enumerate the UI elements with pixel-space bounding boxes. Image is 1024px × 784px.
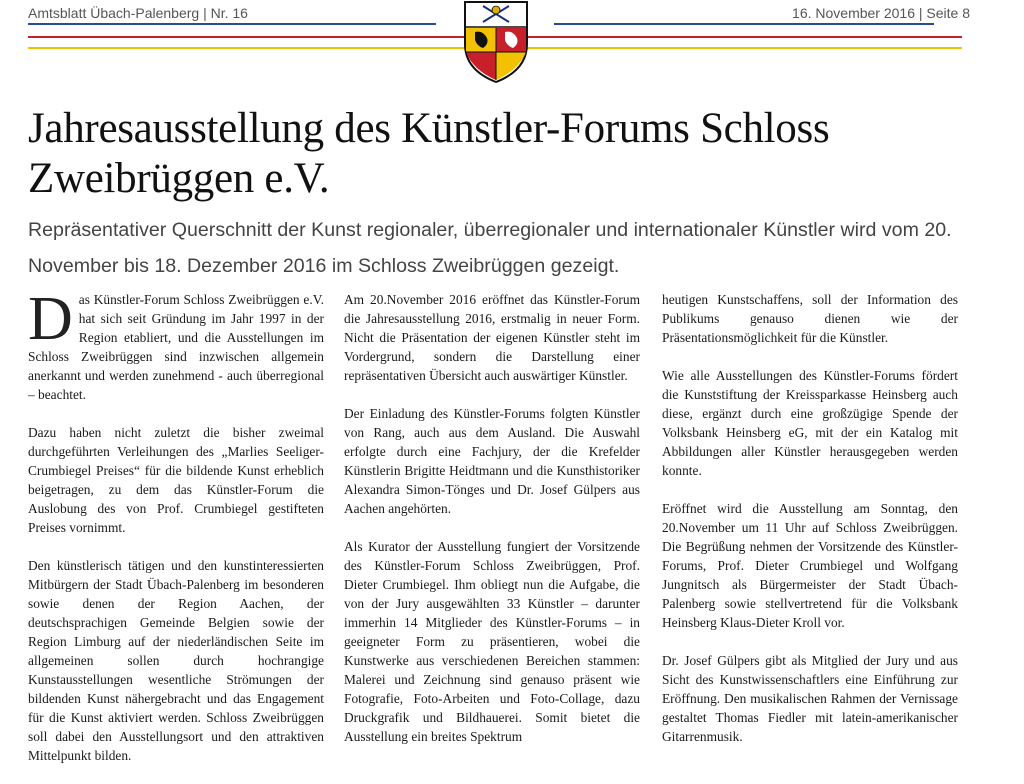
header-rule-blue-right <box>554 23 934 25</box>
paragraph: Eröffnet wird die Ausstellung am Sonntag, den 20.November um 11 Uhr auf Schloss Zweibrüggen. Die Begrüßung nehmen der Vorsitzende des Künstler-Forums, Prof. Dieter Crumbiegel und Wolfgang Jungnitsch als Bürgermeister der Stadt Übach-Palenberg sowie stellvertretend für die Volksbank Heinsberg Klaus-Dieter Kroll vor. <box>662 501 958 630</box>
text-column-3 <box>662 290 958 765</box>
paragraph: Als Kurator der Ausstellung fungiert der Vorsitzende des Künstler-Forum Schloss Zweibrüggen, Prof. Dieter Crumbiegel. Ihm obliegt nun die Aufgabe, die von der Jury ausgewählten 33 Künstler – darunter immerhin 14 Mitglieder des Künstler-Forums – in geeigneter Form zu präsentieren, wobei die Kunstwerke aus verschiedenen Bereichen stammen: Malerei und Zeichnung sind genauso präsent wie Fotografie, Foto-Arbeiten und Foto-Collage, dazu Druckgrafik und Bildhauerei. Somit bietet die Ausstellung ein breites Spektrum <box>344 539 640 744</box>
header-rule-blue-left <box>28 23 436 25</box>
paragraph: Dr. Josef Gülpers gibt als Mitglied der Jury und aus Sicht des Kunstwissenschaftlers eine Einführung zur Eröffnung. Den musikalischen Rahmen der Vernissage gestaltet Thomas Fiedler mit latein-amerikanischer Gitarrenmusik. <box>662 653 958 744</box>
header-date-page: 16. November 2016 | Seite 8 <box>792 5 970 21</box>
text-column-1 <box>28 285 324 784</box>
paragraph <box>28 285 324 404</box>
paragraph: Dazu haben nicht zuletzt die bisher zweimal durchgeführten Verleihungen des „Marlies Seeliger-Crumbiegel Preises“ für die bildende Kunst erheblich beigetragen, zu dem das Künstler-Forum die Auslobung des von Prof. Crumbiegel gestifteten Preises vornimmt. <box>28 425 324 535</box>
paragraph: Am 20.November 2016 eröffnet das Künstler-Forum die Jahresausstellung 2016, erstmalig in neuer Form. Nicht die Präsentation der eigenen Künstler steht im Vordergrund, sondern die Darstellung einer repräsentativen Übersicht auch auswärtiger Künstler. <box>344 292 640 383</box>
article-title: Jahresausstellung des Künstler-Forums Schloss Zweibrüggen e.V. <box>28 105 830 202</box>
header-publication: Amtsblatt Übach-Palenberg | Nr. 16 <box>28 5 248 21</box>
coat-of-arms-icon <box>463 0 529 84</box>
paragraph: Den künstlerisch tätigen und den kunstinteressierten Mitbürgern der Stadt Übach-Palenberg im besonderen sowie denen der Region Aachen, der deutschsprachigen Gemeinde Belgien sowie der Region Limburg auf der niederländischen Seite im allgemeinen sollen durch hochrangige Kunstausstellungen wesentliche Strömungen der bildenden Kunst nähergebracht und das Engagement für die Kunst aktiviert werden. Schloss Zweibrüggen soll dabei den Ausstellungsort und den attraktiven Mittelpunkt bilden. <box>28 558 324 763</box>
paragraph: Wie alle Ausstellungen des Künstler-Forums fördert die Kunststiftung der Kreissparkasse Heinsberg auch diese, ergänzt durch eine großzügige Spende der Volksbank Heinsberg eG, mit der ein Katalog mit Abbildungen aller Künstler herausgegeben werden konnte. <box>662 368 958 478</box>
paragraph: heutigen Kunstschaffens, soll der Information des Publikums genauso dienen wie der Präsentationsmöglichkeit für die Künstler. <box>662 292 958 345</box>
text-column-2 <box>344 290 640 765</box>
drop-cap: D <box>28 285 73 353</box>
paragraph: Der Einladung des Künstler-Forums folgten Künstler von Rang, auch aus dem Ausland. Die Auswahl erfolgte durch eine Fachjury, der die Krefelder Künstlerin Brigitte Heidtmann und die Kunsthistoriker Alexandra Simon-Tönges und Dr. Josef Gülpers aus Aachen angehörten. <box>344 406 640 516</box>
paragraph-text: as Künstler-Forum Schloss Zweibrüggen e.V. hat sich seit Gründung im Jahr 1997 in der Region etabliert, und die Ausstellungen im Schloss Zweibrüggen sind inzwischen allgemein anerkannt und werden zunehmend - auch überregional – beachtet. <box>28 292 324 402</box>
article-subtitle: Repräsentativer Querschnitt der Kunst regionaler, überregionaler und internationaler Künstler wird vom 20. November bis 18. Dezember 2016 im Schloss Zweibrüggen gezeigt. <box>28 219 952 277</box>
